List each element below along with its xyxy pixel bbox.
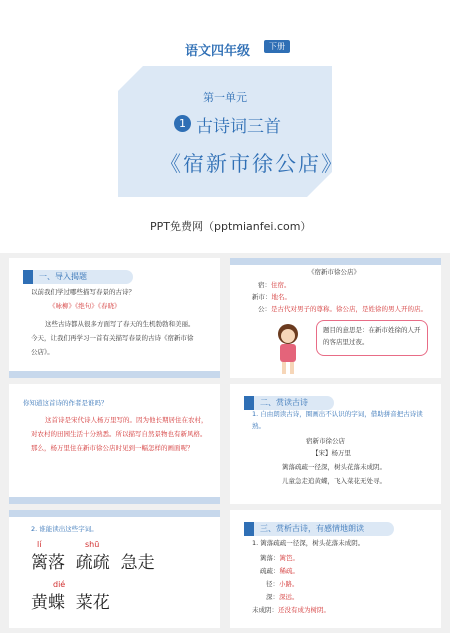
pinyin: lí: [37, 540, 42, 549]
slide-title-meaning: [230, 258, 441, 378]
girl-illustration: [270, 322, 306, 376]
analysis-line: 1. 篱落疏疏一径深，树头花落未成阴。: [252, 539, 365, 547]
section-header-label: 一、导入揭题: [39, 272, 87, 281]
poem-title: 《宿新市徐公店》: [160, 152, 344, 176]
intro-paragraph: 这些古诗都从很多方面写了春天的生机勃勃和美丽。今天，让我们再学习一首有关描写春景的古诗《宿新市徐公店》。: [31, 320, 195, 356]
bottom-bar: [9, 497, 220, 504]
poem-line: 儿童急走追黄蝶，飞入菜花无处寻。: [282, 477, 386, 485]
term-label: 公：: [258, 305, 271, 313]
term-label: 未成阴：: [252, 606, 278, 614]
pinyin: shū: [85, 540, 100, 549]
reading-instruction: 1. 自由朗读古诗，圈画出不认识的字词，借助拼音把古诗读熟。: [252, 410, 423, 430]
vocab-words: 黄蝶 菜花: [31, 593, 110, 613]
slide-intro: [9, 258, 220, 378]
term-label: 新市：: [252, 293, 272, 301]
section-header-label: 二、赏读古诗: [260, 398, 308, 407]
author-paragraph: 这首诗是宋代诗人杨万里写的。因为他长期居住在农村，对农村的田园生活十分熟悉。所以描写自然景物也有新风格。那么，杨万里住在新市徐公店时见到一幅怎样的画面呢？: [31, 416, 208, 452]
term-label: 深：: [266, 593, 279, 601]
term-def: 篱笆。: [279, 554, 299, 562]
slide-analysis: [230, 510, 441, 628]
section-header-label: 三、赏析古诗，有感情地朗读: [260, 524, 364, 533]
term-label: 径：: [266, 580, 279, 588]
term-def: 地名。: [271, 293, 291, 301]
bottom-bar: [9, 371, 220, 378]
term-def: 稀疏。: [279, 567, 299, 575]
term-label: 疏疏：: [260, 567, 280, 575]
term-def: 是古代对男子的尊称。徐公店，是姓徐的男人开的店。: [271, 305, 427, 313]
vocab-words: 篱落 疏疏 急走: [31, 553, 155, 573]
lesson-title: 古诗词三首: [196, 117, 281, 137]
bubble-text: 题目的意思是：在新市姓徐的人开的客店里过夜。: [323, 326, 421, 346]
site-footer[interactable]: PPT免费网（pptmianfei.com）: [150, 220, 312, 233]
poem-heading: 宿新市徐公店: [306, 437, 345, 445]
section-header: [244, 522, 394, 536]
term-label: 篱落：: [260, 554, 280, 562]
term-def: 深远。: [279, 593, 299, 601]
speech-bubble: [316, 320, 428, 356]
unit-label: 第一单元: [203, 91, 247, 104]
top-bar: [230, 258, 441, 265]
vocab-instruction: 2. 谁能读出这些字词。: [31, 525, 98, 533]
pinyin: dié: [53, 580, 66, 589]
slide-vocabulary: [9, 510, 220, 628]
section-header: [23, 270, 133, 284]
volume-badge: 下册: [264, 40, 290, 53]
slide-author: [9, 384, 220, 504]
grade-title: 语文四年级: [185, 44, 251, 59]
question-text: 以前我们学过哪些描写春景的古诗？: [31, 288, 135, 296]
term-label: 宿：: [258, 281, 271, 289]
top-bar: [9, 510, 220, 517]
poem-list: 《咏柳》《绝句》《春晓》: [49, 302, 121, 310]
poem-heading: 《宿新市徐公店》: [308, 268, 360, 276]
slide-read-poem: [230, 384, 441, 504]
term-def: 小路。: [279, 580, 299, 588]
poem-line: 篱落疏疏一径深，树头花落未成阴。: [282, 463, 386, 471]
author-question: 你知道这首诗的作者是谁吗？: [23, 399, 108, 407]
term-def: 还没有成为树阴。: [278, 606, 330, 614]
cover-slide: [0, 0, 450, 253]
poem-author: 【宋】杨万里: [312, 449, 351, 457]
term-def: 住宿。: [271, 281, 291, 289]
lesson-number: 1: [174, 115, 191, 132]
